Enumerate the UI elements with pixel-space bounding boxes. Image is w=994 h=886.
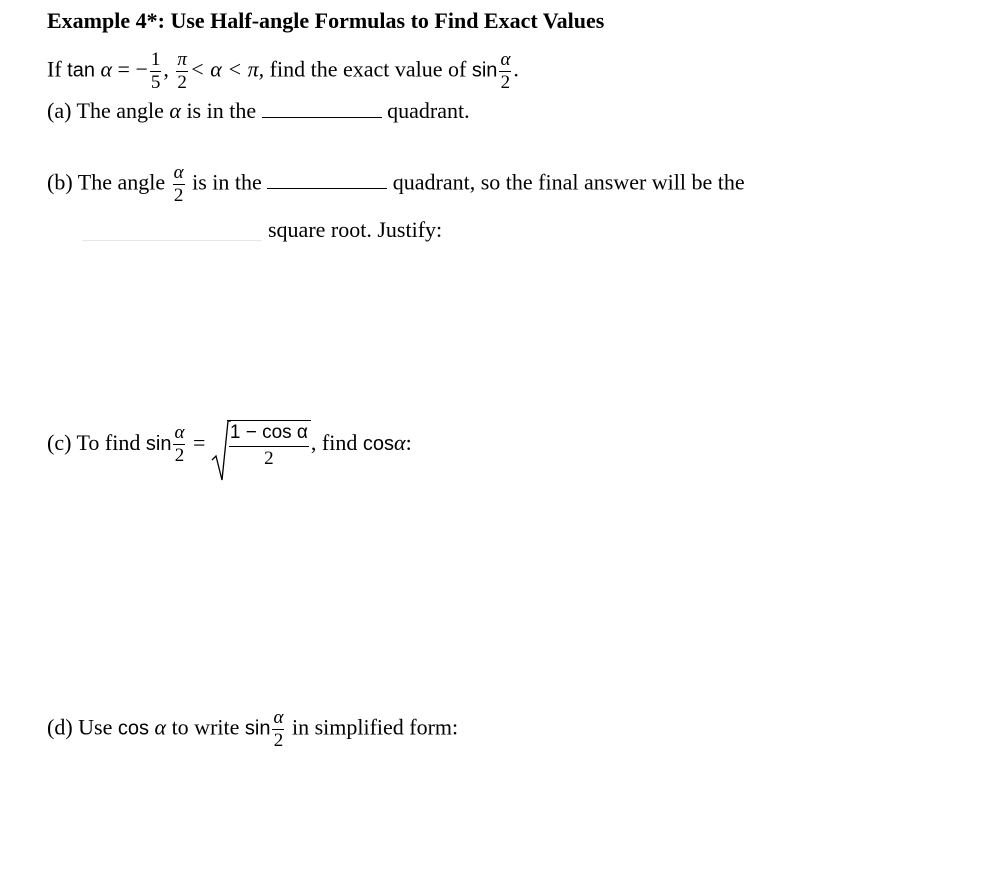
part-a-quadrant: quadrant. bbox=[387, 98, 470, 123]
part-a-label: (a) The angle bbox=[47, 98, 164, 123]
intro-tan: tan bbox=[67, 59, 95, 82]
alpha-over-two-fraction bbox=[499, 50, 511, 93]
intro-prefix: If bbox=[47, 56, 62, 82]
part-b-square-root-text: square root. Justify: bbox=[268, 217, 443, 242]
part-d-label: (d) Use bbox=[47, 714, 113, 740]
problem-statement bbox=[47, 50, 519, 93]
alpha-numerator: α bbox=[500, 49, 511, 70]
part-b-label: (b) The angle bbox=[47, 169, 166, 195]
part-d-cos: cos bbox=[117, 717, 149, 740]
part-d-alpha: α bbox=[154, 714, 167, 740]
intro-find-text: find the exact value of bbox=[269, 56, 467, 82]
part-c-half-angle bbox=[173, 423, 185, 466]
part-c-colon: : bbox=[405, 429, 412, 455]
part-c-find: find bbox=[321, 429, 358, 455]
part-b-half-angle bbox=[173, 163, 185, 206]
pi-denominator: 2 bbox=[177, 71, 187, 93]
half-angle-radical bbox=[211, 420, 311, 470]
part-c-sin: sin bbox=[145, 432, 172, 455]
radicand-numerator: 1 − cos α bbox=[229, 422, 308, 443]
part-a-is-in-the: is in the bbox=[186, 98, 257, 123]
part-a-answer-blank[interactable] bbox=[262, 117, 382, 118]
alpha-denominator: 2 bbox=[500, 71, 511, 93]
part-d-two: 2 bbox=[273, 729, 284, 751]
part-b-quadrant-blank[interactable] bbox=[267, 188, 387, 189]
part-b-sign-blank[interactable] bbox=[82, 240, 262, 241]
part-a bbox=[47, 100, 470, 122]
tan-fraction bbox=[150, 50, 162, 93]
pi-over-two-fraction bbox=[176, 50, 188, 93]
part-b-is-in-the: is in the bbox=[192, 169, 262, 195]
part-c-label: (c) To find bbox=[47, 429, 141, 455]
intro-alpha: α bbox=[100, 56, 113, 82]
part-c-cos: cos bbox=[362, 432, 394, 455]
part-b-alpha: α bbox=[173, 162, 184, 183]
part-b-two: 2 bbox=[173, 184, 184, 206]
intro-period: . bbox=[513, 56, 519, 82]
part-c-alpha: α bbox=[174, 422, 185, 444]
part-b-rest: quadrant, so the final answer will be the bbox=[392, 169, 745, 195]
part-c bbox=[47, 420, 412, 470]
part-c-cos-alpha: α bbox=[394, 429, 406, 455]
part-d-frac-alpha: α bbox=[273, 707, 284, 728]
radicand-denominator: 2 bbox=[264, 447, 274, 469]
part-c-equals: = bbox=[192, 429, 206, 455]
radicand bbox=[227, 420, 311, 470]
part-b bbox=[47, 163, 745, 206]
page-title: Example 4*: Use Half-angle Formulas to Find Exact Values bbox=[47, 8, 605, 33]
part-d-to-write: to write bbox=[171, 714, 240, 740]
intro-inequality: < α < π, bbox=[189, 56, 265, 82]
pi-numerator: π bbox=[177, 49, 187, 70]
intro-comma: , bbox=[163, 56, 169, 82]
tan-fraction-denominator: 5 bbox=[150, 71, 161, 93]
radical-sign-icon bbox=[211, 420, 231, 482]
tan-fraction-numerator: 1 bbox=[150, 49, 161, 70]
part-d bbox=[47, 708, 458, 751]
part-c-two: 2 bbox=[174, 445, 185, 467]
part-a-alpha: α bbox=[169, 98, 181, 123]
part-d-half-angle bbox=[272, 708, 284, 751]
part-d-rest: in simplified form: bbox=[291, 714, 459, 740]
part-d-sin: sin bbox=[244, 717, 271, 740]
part-c-comma: , bbox=[310, 429, 317, 455]
intro-equals-minus: = − bbox=[117, 56, 148, 82]
intro-sin: sin bbox=[471, 59, 498, 82]
